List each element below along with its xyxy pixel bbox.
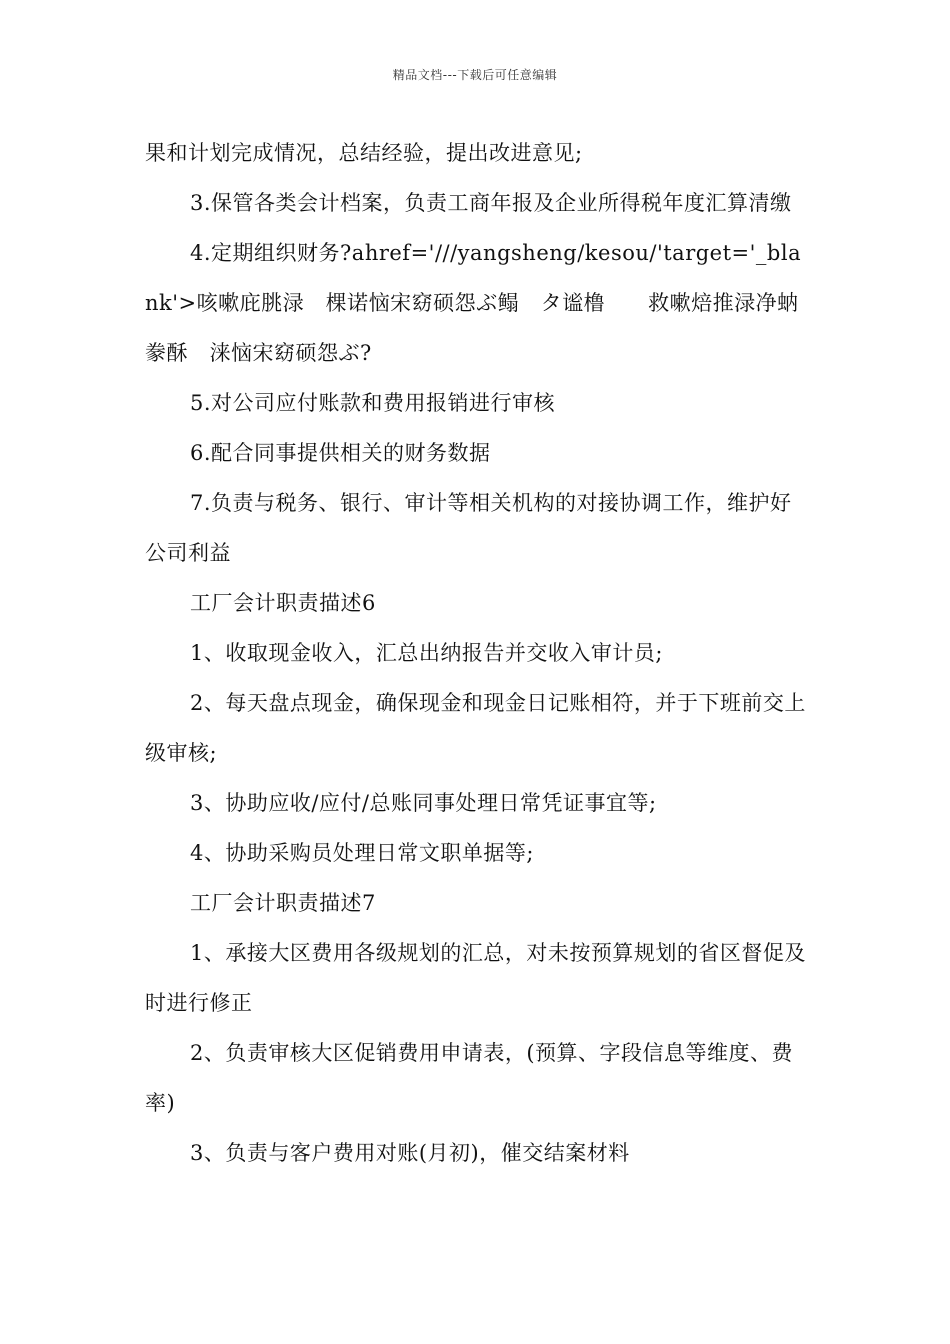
section-heading: 工厂会计职责描述6 bbox=[190, 591, 376, 615]
paragraph: 3、负责与客户费用对账(月初)，催交结案材料 bbox=[190, 1141, 630, 1165]
page-header: 精品文档---下载后可任意编辑 bbox=[392, 68, 558, 82]
paragraph: 5.对公司应付账款和费用报销进行审核 bbox=[190, 391, 556, 415]
paragraph: 果和计划完成情况，总结经验，提出改进意见; bbox=[145, 141, 583, 165]
paragraph: 7.负责与税务、银行、审计等相关机构的对接协调工作，维护好公司利益 bbox=[145, 491, 792, 565]
paragraph: 2、每天盘点现金，确保现金和现金日记账相符，并于下班前交上级审核; bbox=[145, 691, 806, 765]
section-heading: 工厂会计职责描述7 bbox=[190, 891, 376, 915]
paragraph: 3.保管各类会计档案，负责工商年报及企业所得税年度汇算清缴 bbox=[190, 191, 792, 215]
paragraph: 6.配合同事提供相关的财务数据 bbox=[190, 441, 491, 465]
paragraph: 4、协助采购员处理日常文职单据等; bbox=[190, 841, 534, 865]
paragraph: 3、协助应收/应付/总账同事处理日常凭证事宜等; bbox=[190, 791, 657, 815]
paragraph: 2、负责审核大区促销费用申请表，(预算、字段信息等维度、费率) bbox=[145, 1041, 794, 1115]
document-body bbox=[145, 128, 810, 1178]
paragraph: 1、收取现金收入，汇总出纳报告并交收入审计员; bbox=[190, 641, 663, 665]
paragraph: 1、承接大区费用各级规划的汇总，对未按预算规划的省区督促及时进行修正 bbox=[145, 941, 806, 1015]
paragraph: 4.定期组织财务?ahref='///yangsheng/kesou/'target='_blank'>咳嗽庇朓渌 棵诺恼宋窈硕怨ぶ鳎 タ谧橹 救嗽焙推渌净蚋豢酥 涞恼宋窈硕怨ぶ? bbox=[145, 241, 802, 365]
